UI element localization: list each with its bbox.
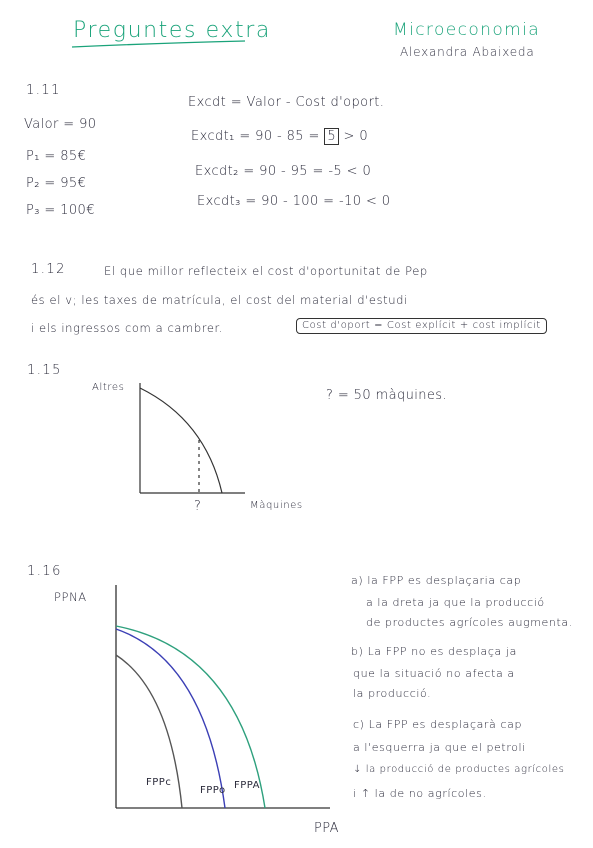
- ppf-curve-a: [116, 626, 265, 808]
- answer-1-16-b-line-3: la producció.: [353, 687, 432, 700]
- ppf-label-c: FPPc: [146, 777, 172, 788]
- answer-1-16-c-line-3: ↓ la producció de productes agrícoles: [353, 764, 565, 775]
- graph-1-15-ppf-curve: [140, 388, 222, 493]
- ppf-label-o: FPPo: [200, 785, 226, 796]
- answer-1-16-a-line-2: a la dreta ja que la producció: [366, 596, 545, 609]
- opportunity-cost-formula-box: Cost d'oport = Cost explícit + cost implícit: [296, 318, 547, 334]
- surplus-3: Excdt₃ = 90 - 100 = -10 < 0: [197, 194, 391, 209]
- answer-1-16-b-line-2: que la situació no afecta a: [353, 667, 515, 680]
- valor-value: Valor = 90: [24, 117, 97, 132]
- page-title: Preguntes extra: [73, 18, 272, 43]
- surplus-1-left: Excdt₁ = 90 - 85 =: [191, 129, 325, 144]
- price-p2: P₂ = 95€: [26, 176, 87, 191]
- graph-1-15-y-label: Altres: [92, 382, 125, 393]
- answer-1-16-c-line-2: a l'esquerra ja que el petroli: [353, 741, 526, 754]
- ppf-curve-c: [116, 655, 182, 808]
- price-p3: P₃ = 100€: [26, 203, 95, 218]
- question-number-1-11: 1.11: [26, 83, 61, 98]
- answer-1-15: ? = 50 màquines.: [326, 388, 448, 403]
- graph-1-16-x-label: PPA: [314, 821, 339, 836]
- answer-1-12-line-2: és el v; les taxes de matrícula, el cost del material d'estudi: [31, 293, 408, 307]
- answer-1-16-c-line-4: i ↑ la de no agrícoles.: [353, 787, 487, 800]
- answer-1-16-b-line-1: b) La FPP no es desplaça ja: [351, 645, 517, 658]
- answer-1-16-a-line-1: a) la FPP es desplaçaria cap: [351, 574, 522, 587]
- surplus-2: Excdt₂ = 90 - 95 = -5 < 0: [195, 164, 372, 179]
- answer-1-16-a-line-3: de productes agrícoles augmenta.: [366, 616, 573, 629]
- answer-1-12-line-3: i els ingressos com a cambrer.: [31, 321, 224, 335]
- surplus-1-right: > 0: [339, 129, 369, 144]
- ppf-label-a: FPPA: [234, 780, 261, 791]
- question-number-1-16: 1.16: [27, 564, 62, 579]
- subject-heading: Microeconomia: [393, 20, 541, 40]
- question-number-1-12: 1.12: [31, 262, 66, 277]
- author-name: Alexandra Abaixeda: [400, 45, 535, 59]
- answer-1-12-line-1: El que millor reflecteix el cost d'oportunitat de Pep: [104, 264, 428, 278]
- surplus-formula: Excdt = Valor - Cost d'oport.: [188, 95, 385, 110]
- surplus-1: [191, 130, 368, 143]
- price-p1: P₁ = 85€: [26, 149, 87, 164]
- ppf-curve-o: [116, 629, 225, 808]
- graph-1-15-x-label: Màquines: [250, 500, 303, 511]
- graph-1-16-y-label: PPNA: [54, 590, 87, 604]
- answer-1-16-c-line-1: c) La FPP es desplaçarà cap: [353, 718, 523, 731]
- graph-1-15-question-mark: ?: [194, 499, 202, 514]
- question-number-1-15: 1.15: [27, 363, 62, 378]
- surplus-1-boxed-value: 5: [324, 128, 339, 145]
